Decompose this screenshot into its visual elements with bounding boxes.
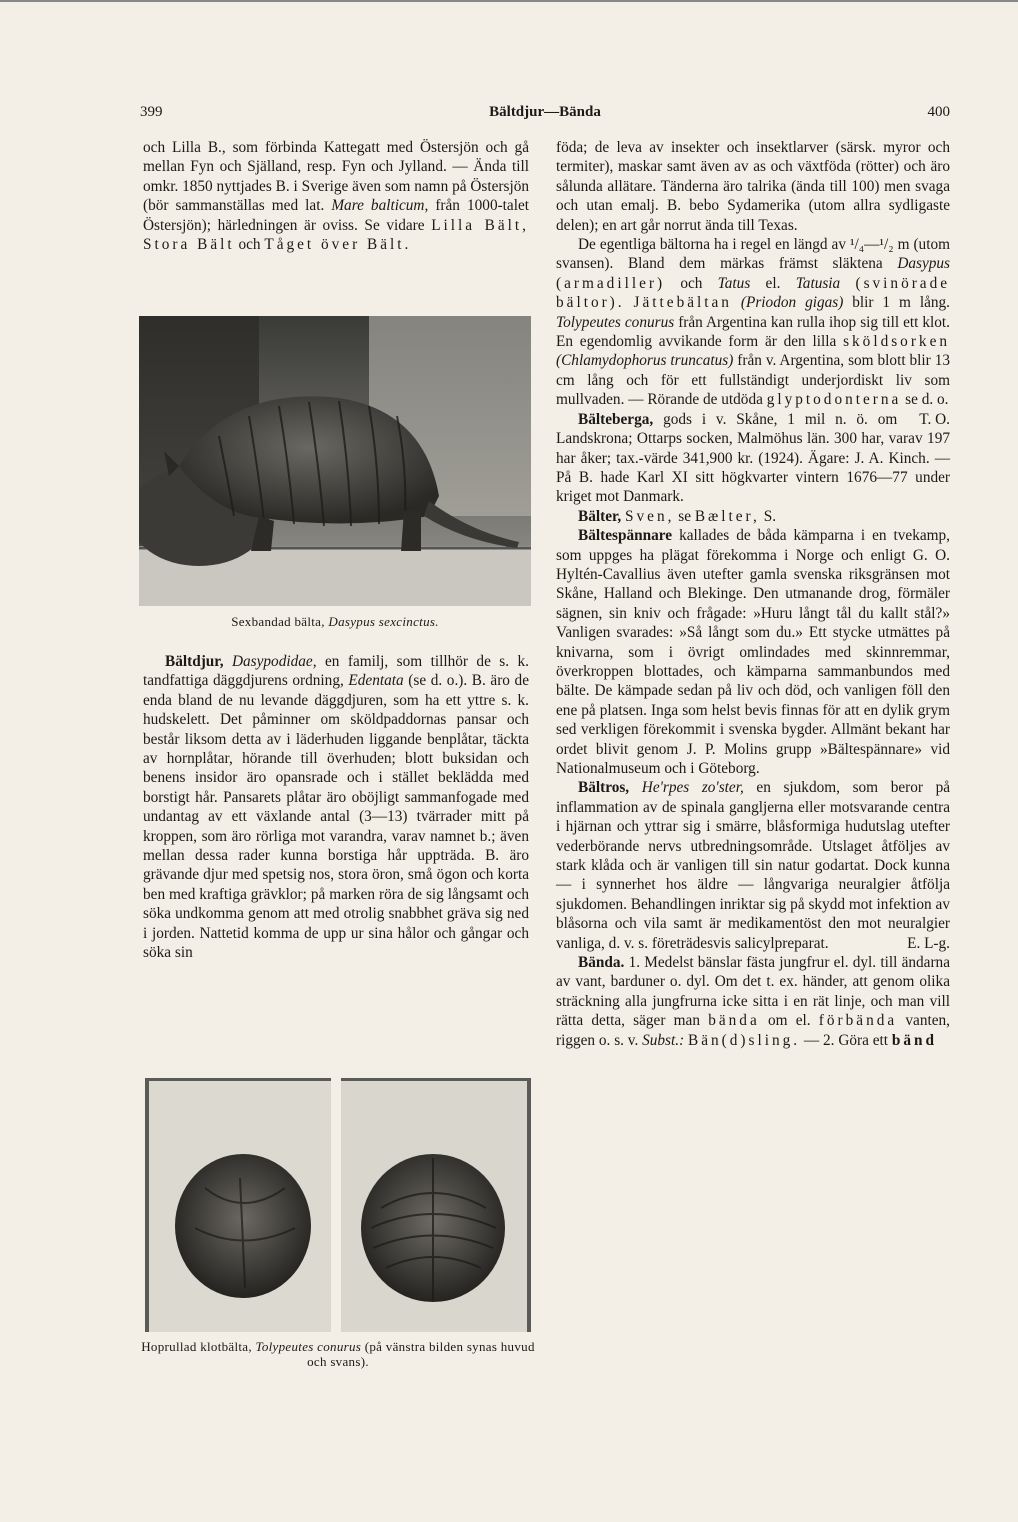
entry-balter: Bälter, Sven, se Bælter, S. — [578, 507, 777, 525]
header-title: Bältdjur—Bända — [489, 104, 601, 120]
armadillo-photo — [139, 316, 531, 606]
entry-baltdjur-continued: föda; de leva av insekter och insektlarver (särsk. myror och termiter), maskar samt även av as och växtföda (rötter) och äro sålunda allätare. Tänderna äro talrika (ända till 100) men svaga och utan emalj. B. bebo Sydamerika (utom allra sydligaste delen); en art går norrut ända till Texas. — [556, 139, 950, 234]
entry-banda: Bända. 1. Medelst bänslar fästa jungfrur el. dyl. till ändarna av vant, barduner o. dyl. Om det t. ex. händer, att genom olika sträckning alla jungfrurna icke sitta i en rät linje, och man vill rätta detta, säger man bända om el. förbända vanten, riggen o. s. v. Subst.: Bän(d)sling. — 2. Göra ett bänd — [556, 954, 950, 1049]
running-header — [140, 104, 950, 126]
rolled-armadillo-photo-right — [341, 1078, 531, 1332]
entry-baltdjur-species: De egentliga bältorna ha i regel en längd av ¹/₄—¹/₂ m (utom svansen). Bland dem märkas främst släktena Dasypus (armadiller) och Tatus el. Tatusia (svinörade bältor). Jättebältan (Priodon gigas) blir 1 m lång. Tolypeutes conurus från Argentina kan rulla ihop sig till ett klot. En egendomlig avvikande form är den lilla sköldsorken (Chlamydophorus truncatus) från v. Argentina, som blott blir 13 cm lång och för ett fullständigt underjordiskt liv som mullvaden. — Rörande de utdöda glyptodonterna se d. o. T. O. — [556, 236, 951, 428]
signature-elg: E. L-g. — [907, 934, 950, 952]
entry-baltdjur: Bältdjur, Dasypodidae, en familj, som tillhör de s. k. tandfattiga däggdjurens ordning, Edentata (se d. o.). B. äro de enda bland de nu levande däggdjuren, som ha ett yttre s. k. hudskelett. Det påminner om sköldpaddornas pansar och består liksom detta av i läderhuden liggande benplåtar, täckta av hornplåtar, hörande till överhuden; blott buksidan och benens insidor äro opansrade och i stället beklädda med borstigt hår. Pansarets plåtar äro oböjligt sammanfogade med undantag av ett växlande antal (3—13) tvärrader mitt på kroppen, som äro rörliga mot varandra, varav namnet b.; även mellan dessa rader kunna borstiga hår uppträda. B. äro grävande djur med spetsig nos, stora öron, små ögon och korta ben med kraftiga grävklor; på marken röra de sig långsamt och söka undkomma genom att med otrolig snabbhet gräva sig ned i jorden. Nattetid komma de upp ur sina hålor och gångar och söka sin — [143, 653, 530, 962]
page-top-rule — [0, 0, 1018, 2]
page-number-right: 400 — [927, 104, 950, 120]
rolled-armadillo-caption: Hoprullad klotbälta, Tolypeutes conurus (på vänstra bilden synas huvud och svans). — [141, 1339, 535, 1369]
left-column-lower — [143, 652, 529, 963]
page-number-left: 399 — [140, 104, 163, 120]
entry-balteberga: Bälteberga, gods i v. Skåne, 1 mil n. ö. om Landskrona; Ottarps socken, Malmöhus län. 300 har, varav 197 har åker; tax.-värde 341,900 kr. (1924). Ägare: J. A. Kinch. — På B. hade Karl XI sitt högkvarter vintern 1676—77 under kriget mot Danmark. — [556, 410, 950, 506]
entry-balt-continued: och Lilla B., som förbinda Kattegatt med Östersjön och gå mellan Fyn och Själland, resp. Fyn och Jylland. — Ända till omkr. 1850 nyttjades B. i Sverige även som namn på Östersjön (bör sammanställas med lat. Mare balticum, från 1000-talet Östersjön); härledningen är oviss. Se vidare Lilla Bält, Stora Bält och Tåget över Bält. — [143, 139, 530, 254]
signature-to: T. O. — [919, 410, 950, 428]
entry-baltros: Bältros, He'rpes zo'ster, en sjukdom, som beror på inflammation av de spinala gangljerna eller motsvarande centra i hjärnan och yttrar sig i smärre, blåsformiga hudutslag utefter vederbörande nervs utbredningsområde. Utslaget åtföljes av stark klåda och är vanligen till sin natur godartat. Dock kunna — i synnerhet hos äldre — långvariga neuralgier åtfölja sjukdomen. Behandlingen inriktar sig på skydd mot infektion av blåsorna och vila samt är medikamentöst den mot neuralgier vanliga, d. v. s. företrädesvis salicylpreparat. E. L-g. — [556, 779, 951, 952]
left-column — [143, 138, 529, 254]
armadillo-caption: Sexbandad bälta, Dasypus sexcinctus. — [231, 614, 439, 629]
rolled-armadillo-photo-left — [145, 1078, 331, 1332]
entry-baltespannare: Bältespännare kallades de båda kämparna i en tvekamp, som uppges ha plägat förekomma i Norge och enligt G. O. Hyltén-Cavallius även utefter gamla svenska riksgränsen mot Skåne, Halland och Blekinge. Den utmanande drog, förmäler sägnen, sin kniv och frågade: »Huru långt tål du kallt stål?» Vanligen svarades: »Så långt som du.» Ett stycke utmättes på knivarna, som i övrigt omlindades med skinnremmar, överkroppen blottades, och kämparna sammanbundos med bälte. De kämpade sedan på liv och död, och vanligen föll den ene på platsen. Inga som helst bevis finnas för att en dylik grym sed verkligen förekommit i svenska bygder. Allmänt bekant har ordet blivit genom J. P. Molins grupp »Bältespännare» vid Nationalmuseum och i Göteborg. — [556, 527, 951, 777]
right-column — [556, 138, 950, 1050]
